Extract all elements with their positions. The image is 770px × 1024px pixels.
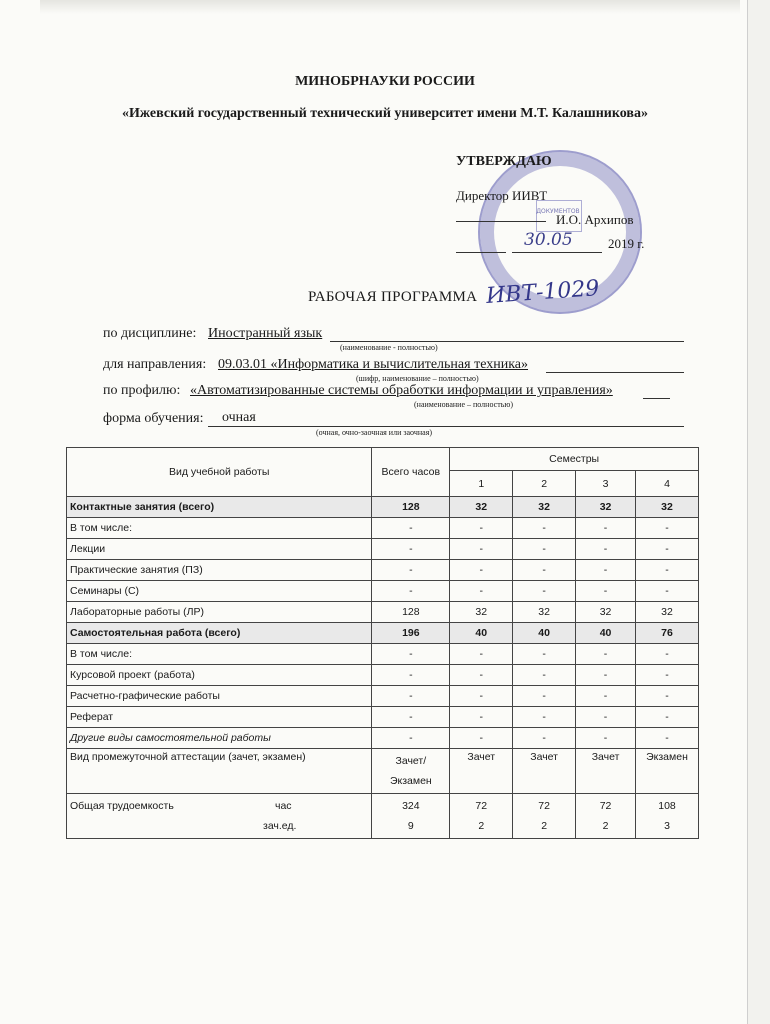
labor-total xyxy=(372,794,450,839)
row-semester-1: 40 xyxy=(450,623,513,644)
attestation-semester-4: Экзамен xyxy=(636,749,699,794)
table-row xyxy=(67,686,699,707)
profile-value: «Автоматизированные системы обработки информации и управления» xyxy=(190,383,613,398)
direction-line xyxy=(546,372,684,373)
row-semester-3: - xyxy=(576,644,636,665)
attestation-semester-2: Зачет xyxy=(513,749,576,794)
row-semester-4: - xyxy=(636,644,699,665)
stamp-text: ДОКУМЕНТОВ xyxy=(536,208,580,215)
row-label: Практические занятия (ПЗ) xyxy=(67,560,372,581)
attestation-semester-1: Зачет xyxy=(450,749,513,794)
form-value: очная xyxy=(222,410,256,425)
table-row xyxy=(67,707,699,728)
header-semester-3: 3 xyxy=(576,471,636,497)
row-total: - xyxy=(372,644,450,665)
row-label: Семинары (С) xyxy=(67,581,372,602)
labor-label: Общая трудоемкость xyxy=(70,800,174,812)
header-semester-4: 4 xyxy=(636,471,699,497)
row-label: Лекции xyxy=(67,539,372,560)
labor-unit-credits: зач.ед. xyxy=(263,820,297,832)
labor-label-cell xyxy=(67,794,372,839)
row-semester-1: - xyxy=(450,665,513,686)
row-label: Курсовой проект (работа) xyxy=(67,665,372,686)
attestation-label: Вид промежуточной аттестации (зачет, экзамен) xyxy=(67,749,372,794)
row-semester-2: 32 xyxy=(513,602,576,623)
row-semester-4: - xyxy=(636,728,699,749)
row-semester-4: - xyxy=(636,560,699,581)
row-semester-3: - xyxy=(576,686,636,707)
workload-table xyxy=(66,447,699,839)
form-label: форма обучения: xyxy=(103,411,204,426)
handwritten-date: 30.05 xyxy=(524,230,573,250)
row-semester-4: - xyxy=(636,707,699,728)
row-total: - xyxy=(372,539,450,560)
row-semester-1: - xyxy=(450,644,513,665)
row-semester-3: - xyxy=(576,581,636,602)
row-semester-3: 40 xyxy=(576,623,636,644)
university-heading: «Ижевский государственный технический университет имени М.Т. Калашникова» xyxy=(122,106,648,121)
attestation-row xyxy=(67,749,699,794)
row-semester-2: - xyxy=(513,686,576,707)
row-label: Лабораторные работы (ЛР) xyxy=(67,602,372,623)
row-label: В том числе: xyxy=(67,644,372,665)
row-semester-3: - xyxy=(576,665,636,686)
row-semester-4: - xyxy=(636,686,699,707)
row-total: - xyxy=(372,518,450,539)
table-row xyxy=(67,560,699,581)
row-label: Реферат xyxy=(67,707,372,728)
row-semester-4: 32 xyxy=(636,602,699,623)
row-semester-2: - xyxy=(513,707,576,728)
row-total: - xyxy=(372,581,450,602)
labor-s3-credits: 2 xyxy=(602,820,609,832)
approve-year: 2019 г. xyxy=(608,236,645,251)
discipline-note: (наименование - полностью) xyxy=(340,343,438,352)
row-label: В том числе: xyxy=(67,518,372,539)
labor-total-hours: 324 xyxy=(402,800,420,812)
attestation-total xyxy=(372,749,450,794)
table-row xyxy=(67,623,699,644)
attestation-total-line2: Экзамен xyxy=(389,775,432,787)
row-semester-1: - xyxy=(450,707,513,728)
row-semester-2: - xyxy=(513,665,576,686)
labor-unit-hours: час xyxy=(275,800,292,812)
scan-artifact xyxy=(40,0,740,14)
header-work-type: Вид учебной работы xyxy=(67,448,372,497)
signature-line xyxy=(456,221,546,222)
labor-s2-hours: 72 xyxy=(538,800,550,812)
table-row xyxy=(67,728,699,749)
row-semester-4: - xyxy=(636,581,699,602)
table-row xyxy=(67,644,699,665)
row-semester-1: 32 xyxy=(450,497,513,518)
row-semester-3: - xyxy=(576,518,636,539)
discipline-value: Иностранный язык xyxy=(208,326,323,341)
labor-s1-credits: 2 xyxy=(478,820,485,832)
row-semester-3: - xyxy=(576,728,636,749)
profile-label: по профилю: xyxy=(103,383,181,398)
program-title: РАБОЧАЯ ПРОГРАММА xyxy=(308,289,478,305)
discipline-line xyxy=(330,341,684,342)
row-semester-1: - xyxy=(450,686,513,707)
row-label: Самостоятельная работа (всего) xyxy=(67,623,372,644)
table-row xyxy=(67,518,699,539)
labor-semester-4 xyxy=(636,794,699,839)
labor-s4-hours: 108 xyxy=(658,800,676,812)
header-semester-2: 2 xyxy=(513,471,576,497)
labor-s1-hours: 72 xyxy=(475,800,488,812)
row-semester-2: - xyxy=(513,581,576,602)
approve-name: И.О. Архипов xyxy=(556,212,634,227)
form-line xyxy=(208,426,684,427)
table-row xyxy=(67,539,699,560)
row-semester-2: 32 xyxy=(513,497,576,518)
approve-title: УТВЕРЖДАЮ xyxy=(456,154,552,169)
row-semester-3: - xyxy=(576,539,636,560)
handwritten-code: ИВТ-1029 xyxy=(485,276,601,309)
labor-semester-1 xyxy=(450,794,513,839)
row-total: - xyxy=(372,686,450,707)
direction-note: (шифр, наименование – полностью) xyxy=(356,374,479,383)
table-row xyxy=(67,581,699,602)
row-semester-2: - xyxy=(513,728,576,749)
row-semester-2: - xyxy=(513,644,576,665)
row-semester-4: 32 xyxy=(636,497,699,518)
labor-s2-credits: 2 xyxy=(541,820,548,832)
row-semester-4: - xyxy=(636,518,699,539)
row-semester-1: - xyxy=(450,518,513,539)
date-day-line xyxy=(456,252,506,253)
labor-total-credits: 9 xyxy=(407,820,414,832)
row-semester-3: 32 xyxy=(576,497,636,518)
row-semester-4: - xyxy=(636,665,699,686)
labor-s4-credits: 3 xyxy=(664,820,670,832)
date-month-line xyxy=(512,252,602,253)
row-total: - xyxy=(372,707,450,728)
row-label: Другие виды самостоятельной работы xyxy=(67,728,372,749)
approve-role: Директор ИИВТ xyxy=(456,188,548,203)
profile-note: (наименование – полностью) xyxy=(414,400,513,409)
row-semester-4: - xyxy=(636,539,699,560)
row-semester-2: - xyxy=(513,539,576,560)
row-semester-1: - xyxy=(450,728,513,749)
table-row xyxy=(67,497,699,518)
discipline-label: по дисциплине: xyxy=(103,326,197,341)
row-total: 196 xyxy=(372,623,450,644)
row-total: - xyxy=(372,560,450,581)
table-row xyxy=(67,665,699,686)
row-semester-3: - xyxy=(576,707,636,728)
labor-row xyxy=(67,794,699,839)
row-semester-2: 40 xyxy=(513,623,576,644)
row-total: 128 xyxy=(372,602,450,623)
row-semester-1: - xyxy=(450,560,513,581)
row-total: 128 xyxy=(372,497,450,518)
row-semester-1: - xyxy=(450,539,513,560)
direction-label: для направления: xyxy=(103,357,207,372)
direction-value: 09.03.01 «Информатика и вычислительная техника» xyxy=(218,357,529,372)
row-label: Контактные занятия (всего) xyxy=(67,497,372,518)
row-semester-3: 32 xyxy=(576,602,636,623)
row-total: - xyxy=(372,728,450,749)
row-semester-4: 76 xyxy=(636,623,699,644)
labor-semester-2 xyxy=(513,794,576,839)
row-semester-1: 32 xyxy=(450,602,513,623)
attestation-semester-3: Зачет xyxy=(576,749,636,794)
profile-line xyxy=(643,398,670,399)
row-semester-2: - xyxy=(513,518,576,539)
row-total: - xyxy=(372,665,450,686)
labor-s3-hours: 72 xyxy=(599,800,612,812)
page-edge xyxy=(747,0,770,1024)
workload-table-wrap xyxy=(66,447,699,839)
attestation-total-line1: Зачет/ xyxy=(395,755,427,767)
ministry-heading: МИНОБРНАУКИ РОССИИ xyxy=(295,74,475,89)
row-semester-3: - xyxy=(576,560,636,581)
table-body xyxy=(67,497,699,749)
labor-semester-3 xyxy=(576,794,636,839)
header-semesters: Семестры xyxy=(450,448,699,471)
table-row xyxy=(67,602,699,623)
header-semester-1: 1 xyxy=(450,471,513,497)
form-note: (очная, очно-заочная или заочная) xyxy=(316,428,433,437)
row-semester-1: - xyxy=(450,581,513,602)
row-semester-2: - xyxy=(513,560,576,581)
header-total-hours: Всего часов xyxy=(372,448,450,497)
row-label: Расчетно-графические работы xyxy=(67,686,372,707)
